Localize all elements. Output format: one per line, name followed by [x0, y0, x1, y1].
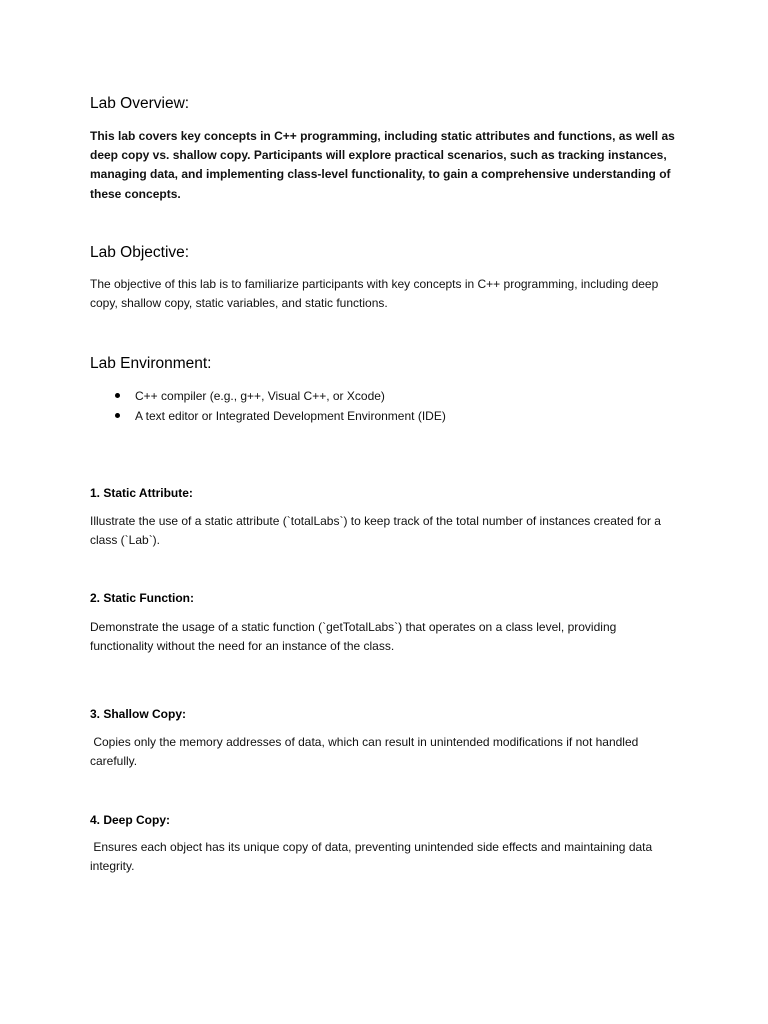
static-function-heading: 2. Static Function:	[90, 591, 195, 605]
static-attribute-body: Illustrate the use of a static attribute (`totalLabs`) to keep track of the total number of instances created for a class (`Lab`).	[90, 514, 661, 548]
list-item	[90, 406, 680, 426]
list-item	[90, 386, 680, 406]
bullet-icon	[115, 413, 120, 418]
bullet-icon	[115, 393, 120, 398]
list-item-text: C++ compiler (e.g., g++, Visual C++, or Xcode)	[135, 389, 385, 403]
lab-overview-heading: Lab Overview:	[90, 95, 190, 112]
lab-objective-heading: Lab Objective:	[90, 244, 190, 261]
list-item-text: A text editor or Integrated Development Environment (IDE)	[135, 409, 446, 423]
static-function-body: Demonstrate the usage of a static function (`getTotalLabs`) that operates on a class level, providing functionality without the need for an instance of the class.	[90, 620, 617, 654]
lab-overview-body: This lab covers key concepts in C++ programming, including static attributes and functions, as well as deep copy vs. shallow copy. Participants will explore practical scenarios, such as tracking instances, managing data, and implementing class-level functionality, to gain a comprehensive understanding of these concepts.	[90, 129, 675, 201]
static-attribute-heading: 1. Static Attribute:	[90, 486, 193, 500]
deep-copy-body: Ensures each object has its unique copy of data, preventing unintended side effects and maintaining data integrity.	[90, 840, 656, 874]
lab-environment-list	[90, 386, 680, 426]
shallow-copy-body: Copies only the memory addresses of data, which can result in unintended modifications if not handled carefully.	[90, 735, 642, 769]
lab-environment-heading: Lab Environment:	[90, 355, 212, 372]
deep-copy-heading: 4. Deep Copy:	[90, 813, 171, 827]
shallow-copy-heading: 3. Shallow Copy:	[90, 707, 187, 721]
lab-objective-body: The objective of this lab is to familiarize participants with key concepts in C++ programming, including deep copy, shallow copy, static variables, and static functions.	[90, 277, 659, 311]
